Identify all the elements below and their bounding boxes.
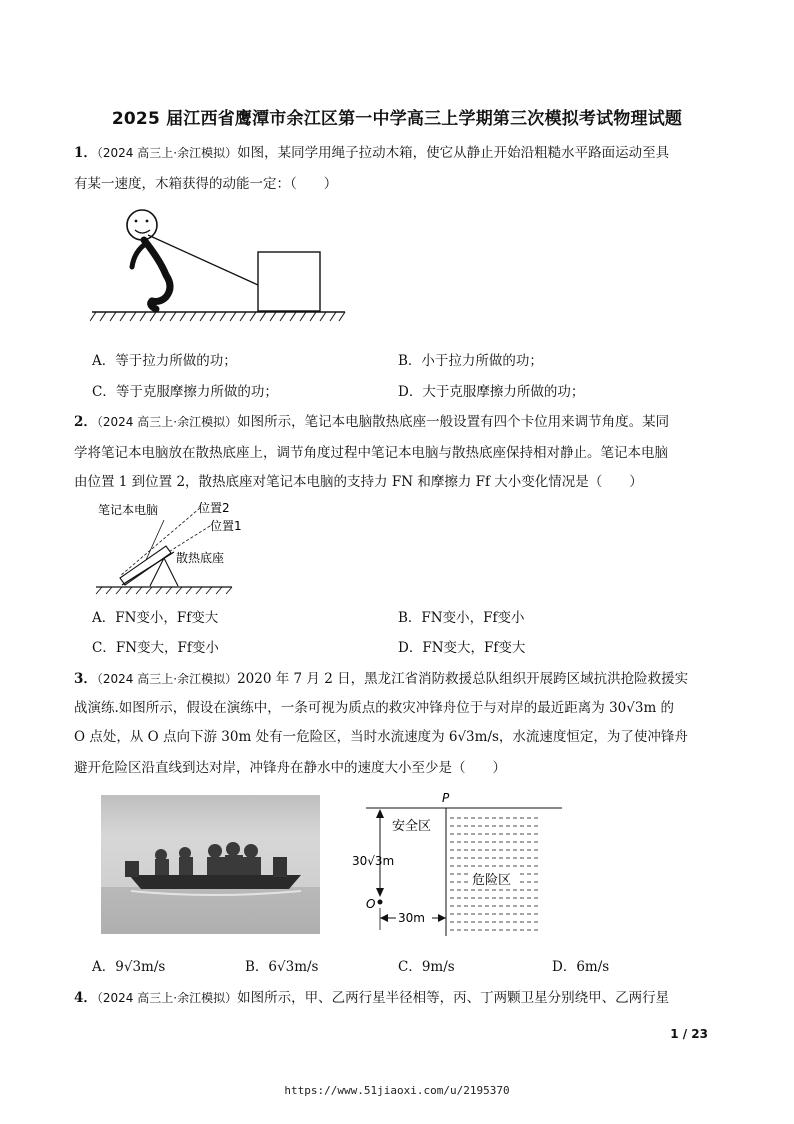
rescue-boat-illustration	[101, 795, 320, 934]
downstream-arrowhead-left	[380, 914, 388, 922]
danger-zone-label: 危险区	[472, 873, 512, 888]
stick-figure	[127, 210, 170, 309]
rescue-boat-photo	[101, 795, 320, 934]
question-4-line-1	[74, 987, 726, 1009]
question-1-number: 1．	[74, 145, 97, 161]
footer-url[interactable]: https://www.51jiaoxi.com/u/2195370	[284, 1084, 510, 1097]
question-2-option-a[interactable]: A．FN变小，Ff变大	[92, 610, 219, 626]
question-3-option-b[interactable]: B．6√3m/s	[245, 959, 319, 975]
cooling-base-label: 散热底座	[176, 551, 225, 565]
question-3-option-a[interactable]: A．9√3m/s	[92, 959, 166, 975]
distance-arrowhead-up	[376, 809, 384, 818]
question-3-text-3: O 点处，从 O 点向下游 30m 处有一危险区，当时水流速度为 6√3m/s，水流速度恒定，为了使冲锋舟	[74, 729, 688, 745]
question-1-line-1	[74, 142, 726, 164]
point-o-dot	[378, 900, 383, 905]
question-2-option-b[interactable]: B．FN变小，Ff变小	[398, 610, 525, 626]
question-1-source: （2024 高三上·余江模拟）	[96, 146, 238, 160]
document-title: 2025 届江西省鹰潭市余江区第一中学高三上学期第三次模拟考试物理试题	[111, 109, 683, 129]
question-4-number: 4．	[74, 990, 97, 1006]
question-3-source: （2024 高三上·余江模拟）	[96, 672, 238, 686]
distance-label: 30√3m	[352, 854, 395, 868]
question-3-option-d[interactable]: D．6m/s	[552, 959, 610, 975]
question-1-option-a[interactable]: A．等于拉力所做的功；	[92, 353, 237, 369]
wooden-box	[258, 252, 320, 311]
question-2-text-3: 由位置 1 到位置 2，散热底座对笔记本电脑的支持力 FN 和摩擦力 Ff 大小变化情况是（ ）	[74, 474, 643, 490]
question-3-text-4: 避开危险区沿直线到达对岸，冲锋舟在静水中的速度大小至少是（ ）	[74, 760, 506, 776]
question-2-number: 2．	[74, 414, 97, 430]
question-3-diagram	[350, 790, 570, 940]
position-2-label: 位置2	[198, 501, 230, 515]
laptop-label: 笔记本电脑	[98, 503, 159, 517]
question-2-option-d[interactable]: D．FN变大，Ff变大	[398, 640, 526, 656]
question-2-text-1: 如图所示，笔记本电脑散热底座一般设置有四个卡位用来调节角度。某同	[237, 414, 670, 430]
question-1-text-1: 如图，某同学用绳子拉动木箱，使它从静止开始沿粗糙水平路面运动至具	[237, 145, 670, 161]
question-2-option-c[interactable]: C．FN变大，Ff变小	[92, 640, 219, 656]
question-1-option-c[interactable]: C．等于克服摩擦力所做的功；	[92, 384, 278, 400]
question-1-text-2: 有某一速度，木箱获得的动能一定：（ ）	[74, 176, 338, 192]
question-3-option-c[interactable]: C．9m/s	[398, 959, 455, 975]
question-2-figure	[92, 498, 272, 598]
question-3-number: 3．	[74, 671, 97, 687]
downstream-label: 30m	[398, 911, 425, 925]
safe-zone-label: 安全区	[392, 819, 432, 834]
question-3-text-1: 2020 年 7 月 2 日，黑龙江省消防救援总队组织开展跨区域抗洪抢险救援实	[237, 671, 689, 687]
position-1-label: 位置1	[210, 519, 242, 533]
downstream-arrowhead-right	[438, 914, 446, 922]
question-3-line-1	[74, 668, 726, 690]
point-p-label: P	[442, 791, 450, 805]
distance-arrowhead-down	[376, 888, 384, 897]
question-2-source: （2024 高三上·余江模拟）	[96, 415, 238, 429]
question-1-option-b[interactable]: B．小于拉力所做的功；	[398, 353, 543, 369]
question-1-option-d[interactable]: D．大于克服摩擦力所做的功；	[398, 384, 585, 400]
question-4-source: （2024 高三上·余江模拟）	[96, 991, 238, 1005]
page-number: 1 / 23	[670, 1027, 708, 1041]
point-o-label: O	[366, 897, 376, 911]
question-2-text-2: 学将笔记本电脑放在散热底座上，调节角度过程中笔记本电脑与散热底座保持相对静止。笔记本电脑	[74, 445, 668, 461]
question-1-figure	[90, 205, 350, 327]
question-4-text-1: 如图所示，甲、乙两行星半径相等，丙、丁两颗卫星分别绕甲、乙两行星	[237, 990, 670, 1006]
cooling-base-top	[122, 552, 174, 585]
ground-hatching	[90, 312, 345, 321]
q2-ground-hatching	[96, 587, 232, 594]
laptop-shape	[120, 546, 171, 585]
question-3-text-2: 战演练.如图所示，假设在演练中，一条可视为质点的救灾冲锋舟位于与对岸的最近距离为 30√3m 的	[74, 700, 675, 716]
question-2-line-1	[74, 411, 726, 433]
